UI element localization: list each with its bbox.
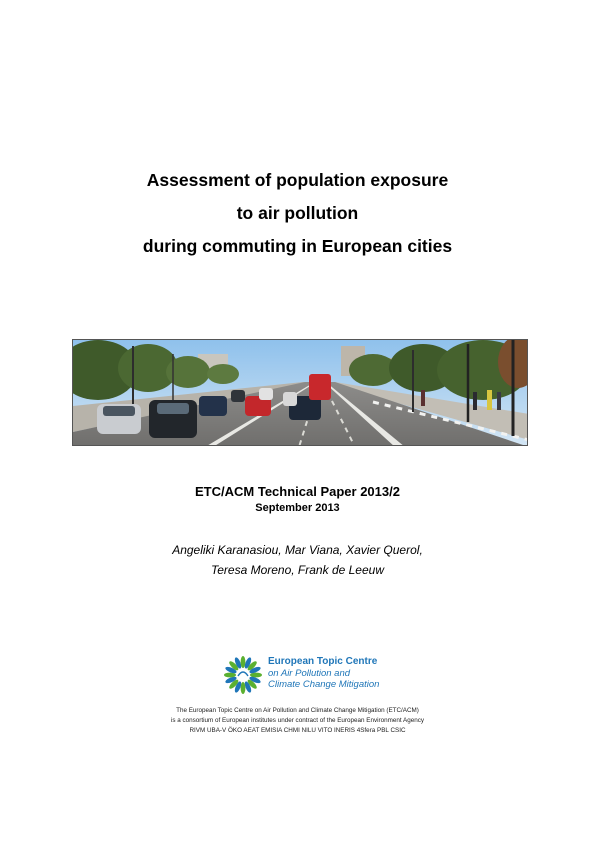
authors-line-2: Teresa Moreno, Frank de Leeuw [211,563,384,577]
document-title [0,164,595,263]
logo-line-2: on Air Pollution and [268,667,351,679]
logo-ray [241,682,246,694]
title-line-3: during commuting in European cities [142,236,453,256]
authors-line-1: Angeliki Karanasiou, Mar Viana, Xavier Querol, [172,543,423,557]
consortium-line-2: is a consortium of European institutes under contract of the European Environment Agency [170,717,425,724]
logo-ray [250,673,262,678]
logo-ray [241,656,246,668]
etc-acm-logo [222,652,402,696]
technical-paper-number: ETC/ACM Technical Paper 2013/2 [195,484,400,499]
street-traffic-illustration [73,340,528,446]
etc-acm-logo-icon [222,654,264,696]
consortium-line-1: The European Topic Centre on Air Pollution and Climate Change Mitigation (ETC/ACM) [176,707,419,714]
logo-line-3: Climate Change Mitigation [268,679,380,690]
title-line-1: Assessment of population exposure [146,170,449,190]
logo-ray [224,673,236,678]
consortium-note [0,706,595,736]
publication-date: September 2013 [255,502,340,514]
title-line-2: to air pollution [236,203,359,223]
consortium-line-3: RIVM UBA-V ÖKO AEAT EMISIA CHMI NILU VITO INERIS 4Sfera PBL CSIC [189,727,406,734]
logo-line-1: European Topic Centre [268,656,378,667]
cover-photo-street-traffic [72,339,528,446]
author-list [0,540,595,580]
